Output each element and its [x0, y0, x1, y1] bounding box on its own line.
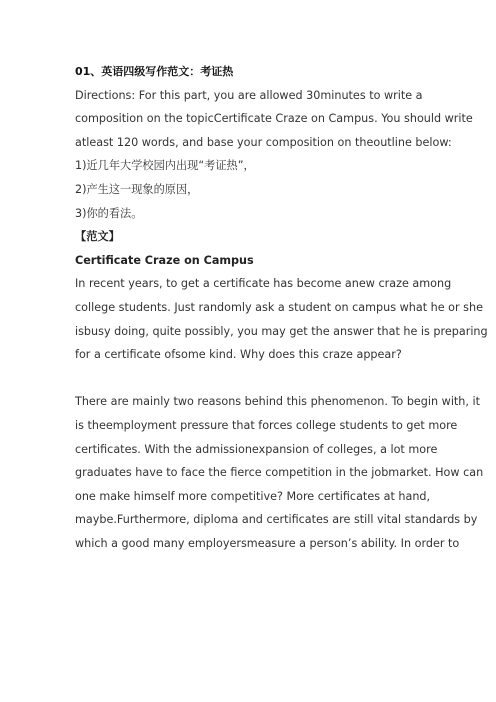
outline-item: 1)近几年大学校园内出现“考证热”，	[75, 159, 255, 173]
outline-item: 3)你的看法。	[75, 206, 143, 220]
outline-item: 2)产生这一现象的原因，	[75, 182, 199, 196]
paragraph-2-line: There are mainly two reasons behind this phenomenon. To begin with, it	[75, 395, 481, 409]
paragraph-1-line: for a certificate ofsome kind. Why does this craze appear?	[75, 348, 402, 362]
paragraph-2-line: maybe.Furthermore, diploma and certificates are still vital standards by	[75, 513, 478, 527]
paragraph-1-line: isbusy doing, quite possibly, you may get the answer that he is preparing	[75, 324, 488, 338]
paragraph-1-line: college students. Just randomly ask a student on campus what he or she	[75, 300, 483, 314]
document-page	[75, 0, 488, 555]
paragraph-2-line: which a good many employersmeasure a person’s ability. In order to	[75, 536, 460, 550]
essay-title: Certificate Craze on Campus	[75, 253, 254, 267]
paragraph-2-line: certificates. With the admissionexpansion of colleges, a lot more	[75, 442, 438, 456]
document-heading: 01、英语四级写作范文：考证热	[75, 65, 234, 78]
paragraph-2-line: is theemployment pressure that forces college students to get more	[75, 418, 458, 432]
directions-line: Directions: For this part, you are allowed 30minutes to write a	[75, 88, 423, 102]
sample-label: 【范文】	[75, 230, 120, 244]
paragraph-1-line: In recent years, to get a certificate has become anew craze among	[75, 277, 452, 291]
paragraph-gap	[75, 367, 475, 391]
paragraph-2-line: one make himself more competitive? More certificates at hand,	[75, 489, 431, 503]
directions-line: composition on the topicCertificate Craze on Campus. You should write	[75, 112, 473, 126]
paragraph-2-line: graduates have to face the fierce competition in the jobmarket. How can	[75, 466, 484, 480]
directions-line: atleast 120 words, and base your composition on theoutline below:	[75, 135, 452, 149]
